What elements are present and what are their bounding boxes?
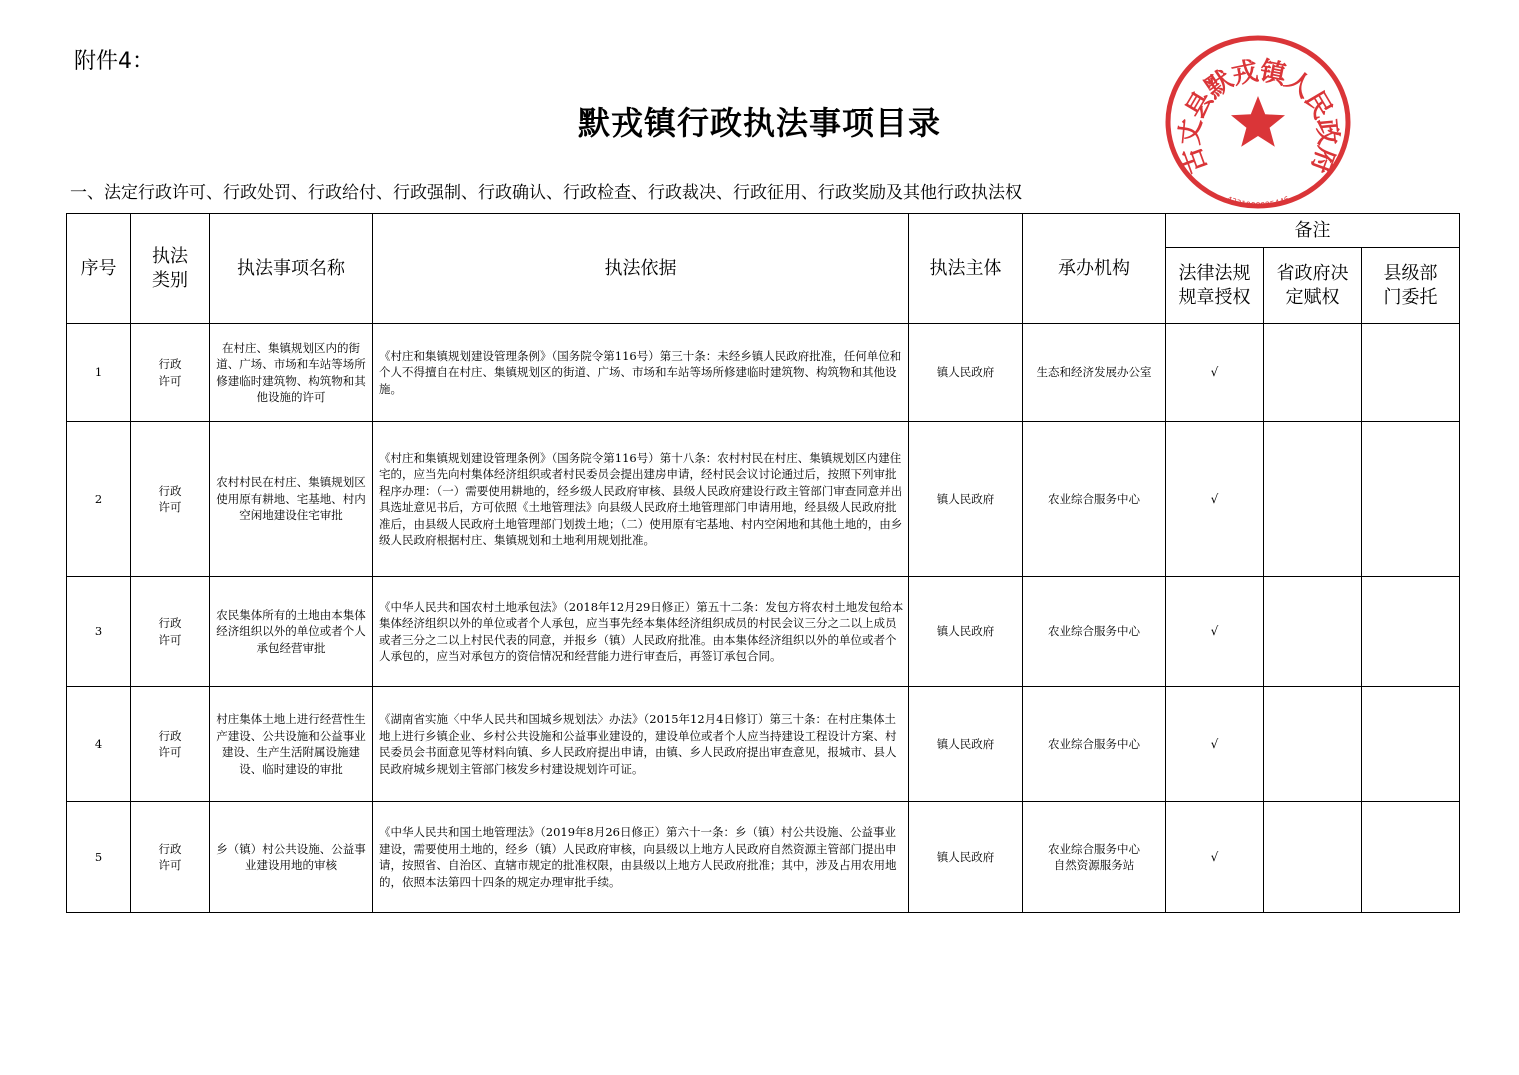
header-provincial-label: 省政府决定赋权 [1276,262,1349,308]
cell-name: 在村庄、集镇规划区内的街道、广场、市场和车站等场所修建临时建筑物、构筑物和其他设施的许可 [210,324,373,422]
cell-law-check: √ [1166,802,1264,913]
cell-name: 农民集体所有的土地由本集体经济组织以外的单位或者个人承包经营审批 [210,577,373,687]
cell-county [1362,802,1460,913]
cell-category [131,577,210,687]
cell-county [1362,687,1460,802]
cell-subject: 镇人民政府 [909,687,1023,802]
table-row [67,324,1460,422]
cell-agency: 农业综合服务中心 [1023,687,1166,802]
header-law-authorization [1166,248,1264,324]
cell-subject: 镇人民政府 [909,577,1023,687]
document-title: 默戎镇行政执法事项目录 [577,104,941,142]
seal-number: 4331000025446 [1225,194,1291,211]
cell-name: 农村村民在村庄、集镇规划区使用原有耕地、宅基地、村内空闲地建设住宅审批 [210,422,373,577]
cell-law-check: √ [1166,577,1264,687]
header-subject: 执法主体 [909,214,1023,324]
header-category [131,214,210,324]
cell-basis: 《中华人民共和国土地管理法》（2019年8月26日修正）第六十一条：乡（镇）村公共设施、公益事业建设，需要使用土地的，经乡（镇）人民政府审核，向县级以上地方人民政府自然资源主管部门提出申请，按照省、自治区、直辖市规定的批准权限，由县级以上地方人民政府批准；其中，涉及占用农用地的，依照本法第四十四条的规定办理审批手续。 [373,802,909,913]
cell-seq: 4 [67,687,131,802]
cell-county [1362,422,1460,577]
cell-basis: 《中华人民共和国农村土地承包法》（2018年12月29日修正）第五十二条：发包方将农村土地发包给本集体经济组织以外的单位或者个人承包，应当事先经本集体经济组织成员的村民会议三分之二以上成员或者三分之二以上村民代表的同意，并报乡（镇）人民政府批准。由本集体经济组织以外的单位或者个人承包的，应当对承包方的资信情况和经营能力进行审查后，再签订承包合同。 [373,577,909,687]
table-row [67,687,1460,802]
cell-basis: 《村庄和集镇规划建设管理条例》（国务院令第116号）第三十条：未经乡镇人民政府批准，任何单位和个人不得擅自在村庄、集镇规划区的街道、广场、市场和车站等场所修建临时建筑物、构筑物和其他设施。 [373,324,909,422]
cell-seq: 3 [67,577,131,687]
cell-category [131,422,210,577]
cell-provincial [1264,802,1362,913]
cell-basis: 《村庄和集镇规划建设管理条例》（国务院令第116号）第十八条：农村村民在村庄、集镇规划区内建住宅的，应当先向村集体经济组织或者村民委员会提出建房申请，经村民会议讨论通过后，按照下列审批程序办理：（一）需要使用耕地的，经乡级人民政府审核、县级人民政府建设行政主管部门审查同意并出具选址意见书后，方可依照《土地管理法》向县级人民政府土地管理部门申请用地，经县级人民政府批准后，由县级人民政府土地管理部门划拨土地；（二）使用原有宅基地、村内空闲地和其他土地的，由乡级人民政府根据村庄、集镇规划和土地利用规划批准。 [373,422,909,577]
cell-category-text: 行政许可 [158,841,182,872]
cell-category-text: 行政许可 [158,357,182,388]
attachment-label: 附件4： [74,49,154,74]
header-basis: 执法依据 [373,214,909,324]
header-county-delegation [1362,248,1460,324]
cell-seq: 2 [67,422,131,577]
cell-category [131,687,210,802]
cell-name: 村庄集体土地上进行经营性生产建设、公共设施和公益事业建设、生产生活附属设施建设、临时建设的审批 [210,687,373,802]
cell-law-check: √ [1166,422,1264,577]
header-provincial-empowerment [1264,248,1362,324]
seal-star-icon [1231,96,1285,147]
section-heading: 一、法定行政许可、行政处罚、行政给付、行政强制、行政确认、行政检查、行政裁决、行政征用、行政奖励及其他行政执法权 [70,183,1022,203]
cell-agency: 农业综合服务中心 [1023,422,1166,577]
cell-subject: 镇人民政府 [909,802,1023,913]
header-category-label: 执法类别 [152,245,188,291]
cell-category-text: 行政许可 [158,728,182,759]
cell-category-text: 行政许可 [158,483,182,514]
cell-seq: 5 [67,802,131,913]
cell-category-text: 行政许可 [158,616,182,647]
seal-text: 古丈县默戎镇人民政府 [1175,56,1343,178]
enforcement-catalog-table [66,213,1460,913]
cell-agency: 生态和经济发展办公室 [1023,324,1166,422]
header-remarks: 备注 [1166,214,1460,248]
header-law-label: 法律法规规章授权 [1178,262,1251,308]
table-row [67,802,1460,913]
cell-name: 乡（镇）村公共设施、公益事业建设用地的审核 [210,802,373,913]
header-county-label: 县级部门委托 [1383,262,1438,308]
cell-law-check: √ [1166,687,1264,802]
table-row [67,422,1460,577]
cell-provincial [1264,687,1362,802]
svg-text:4331000025446 [1225,195,1291,211]
header-seq: 序号 [67,214,131,324]
cell-law-check: √ [1166,324,1264,422]
cell-seq: 1 [67,324,131,422]
cell-provincial [1264,324,1362,422]
cell-county [1362,577,1460,687]
cell-subject: 镇人民政府 [909,422,1023,577]
cell-category [131,324,210,422]
cell-agency: 农业综合服务中心 自然资源服务站 [1023,802,1166,913]
official-seal [1163,33,1353,211]
header-agency: 承办机构 [1023,214,1166,324]
cell-basis: 《湖南省实施〈中华人民共和国城乡规划法〉办法》（2015年12月4日修订）第三十条：在村庄集体土地上进行乡镇企业、乡村公共设施和公益事业建设的，建设单位或者个人应当持建设工程设计方案、村民委员会书面意见等材料向镇、乡人民政府提出申请，由镇、乡人民政府提出审查意见，报城市、县人民政府城乡规划主管部门核发乡村建设规划许可证。 [373,687,909,802]
cell-provincial [1264,422,1362,577]
cell-agency: 农业综合服务中心 [1023,577,1166,687]
header-name: 执法事项名称 [210,214,373,324]
cell-category [131,802,210,913]
cell-subject: 镇人民政府 [909,324,1023,422]
cell-county [1362,324,1460,422]
cell-provincial [1264,577,1362,687]
table-row [67,577,1460,687]
